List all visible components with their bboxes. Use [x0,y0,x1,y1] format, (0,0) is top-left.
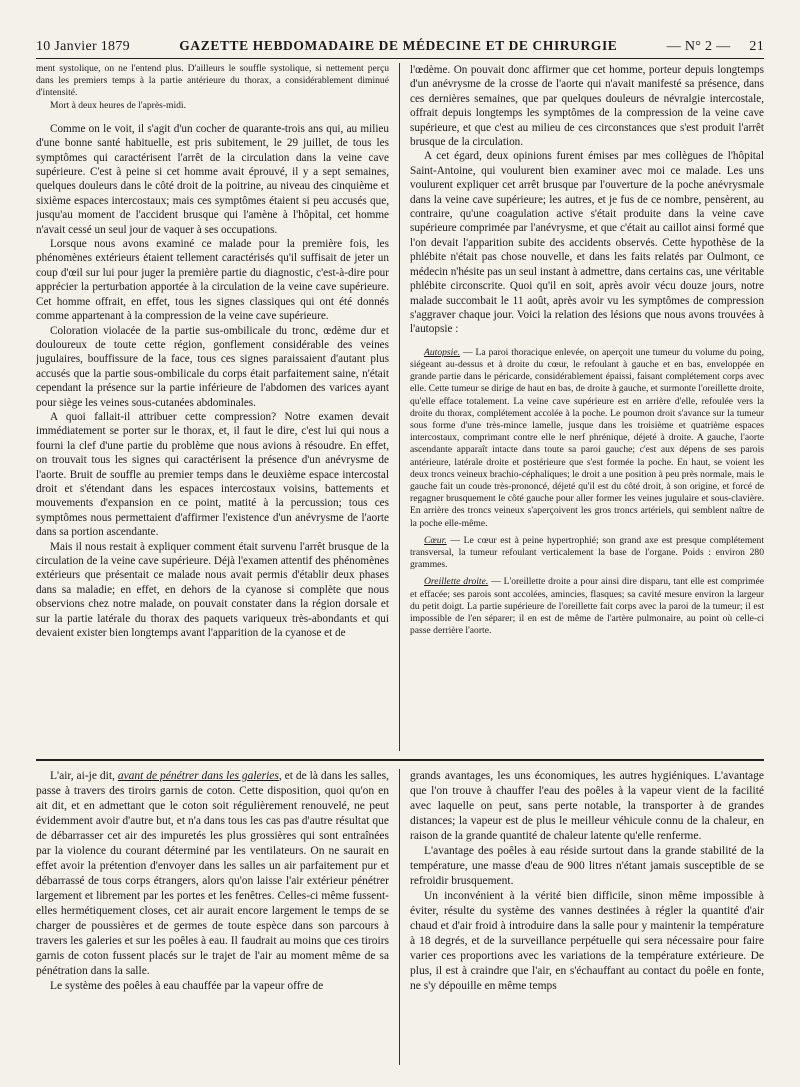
paragraph: L'avantage des poêles à eau réside surtout dans la grande stabilité de la température, une masse d'eau de 900 litres n'étant jamais susceptible de se refroidir brusquement. [410,845,764,887]
heart-lead: Cœur. [424,534,447,546]
atrium-paragraph [410,576,764,637]
paragraph: A cet égard, deux opinions furent émises par mes collègues de l'hôpital Saint-Antoine, qui voulurent bien examiner avec moi ce malade. Les uns voulurent expliquer cet arrêt brusque par l'ouverture de la poche anévrysmale dans la veine cave supérieure; les autres, et je fus de ce nombre, pensèrent, au contraire, qu'une coagulation active s'était produite dans la veine cave supérieure comprimée par l'anévrysme, et que c'était au caillot ainsi formé que l'on devait l'apparition subite des accidents observés. Cette hypothèse de la phlébite n'était pas chose nouvelle, et dans les faits relatés par Oulmont, ce médecin n'hésite pas un seul instant à admettre, dans certains cas, une véritable phlébite circonscrite. Quoi qu'il en soit, après avoir vécu douze jours, notre malade succombait le 11 août, après avoir vu les symptômes de compression s'aggraver chaque jour. Voici la relation des lésions que nous avons trouvées à l'autopsie : [410,150,764,336]
paragraph: l'œdème. On pouvait donc affirmer que cet homme, porteur depuis longtemps d'un anévrysme de la crosse de l'aorte qui n'avait manifesté sa présence, dans ces dernières semaines, que par quelques douleurs de névralgie intercostale, offrait depuis longtemps les symptômes de la compression de la veine cave supérieure, et que c'est au milieu de ces circonstances que s'est produit l'arrêt brusque de la circulation. [410,64,764,149]
header-issue-page [667,39,764,55]
intro-italic: avant de pénétrer dans les galeries [117,770,279,782]
paragraph: Lorsque nous avons examiné ce malade pour la première fois, les phénomènes extérieurs étaient tellement caractérisés qu'il suffisait de jeter un coup d'œil sur lui pour juger la première partie du diagnostic, c'est-à-dire pour apprécier la perturbation apportée à la circulation de la veine cave supérieure. Cet homme offrait, en effet, tous les signes classiques qui ont été donnés comme appartenant à la compression de la veine cave supérieure. [36,238,389,323]
page-header [36,38,764,59]
atrium-text: — L'oreillette droite a pour ainsi dire disparu, tant elle est comprimée et effacée; ses parois sont accolées, amincies, flasques; sa cavité mesure environ la largeur du petit doigt. La partie supérieure de l'oreillette fait corps avec la paroi de la tumeur; il est impossible de l'en séparer; il en est de même de l'artère pulmonaire, au point où celle-ci passe derrière l'aorte. [410,576,764,637]
intro-rest: , et de là dans les salles, passe à travers des tiroirs garnis de coton. Cette disposition, quoi qu'on en ait dit, et en admettant que le coton soit régulièrement renouvelé, ne peut évidemment avoir d'autre but, et n'a dans tous les cas pas d'autre résultat que de débarrasser cet air des impuretés les plus grossières qui sont entraînées par la violence du courant déterminé par les ventilateurs. On ne saurait en effet avoir la prétention d'envoyer dans les salles un air parfaitement pur et débarrassé de tous corps étrangers, alors qu'on laisse l'air extérieur pénétrer largement et librement par les portes et les fenêtres. Celles-ci même fussent-elles hermétiquement closes, cet air aurait encore largement le temps de se charger de poussières et de germes de toute espèce dans son parcours à travers les galeries et sur les poêles à eau. Il faudrait au moins que ces tiroirs garnis de coton fussent placés sur le trajet de l'air au moment même de sa pénétration dans la salle. [36,770,389,977]
paragraph: Le système des poêles à eau chauffée par la vapeur offre de [50,980,324,992]
header-title: GAZETTE HEBDOMADAIRE DE MÉDECINE ET DE CHIRURGIE [179,38,618,53]
paragraph: Mort à deux heures de l'après-midi. [50,99,186,111]
paragraph: A quoi fallait-il attribuer cette compression? Notre examen devait immédiatement se porter sur le thorax, et, il faut le dire, c'est lui qui nous a fourni la clef d'une partie du problème que nous avions à résoudre. En effet, on trouvait tous les signes qui caractérisent la présence d'un anévrysme de l'aorte. Bruit de souffle au premier temps dans le deuxième espace intercostal droit et s'étendant dans les espaces intercostaux voisins, battements et mouvements d'expansion en ce point, matité à la percussion; tous ces symptômes nous permettaient d'affirmer l'existence d'un anévrysme de l'aorte dans sa portion ascendante. [36,410,389,539]
lower-right-column [400,769,764,1065]
lower-left-column [36,769,400,1065]
autopsy-lead: Autopsie. [424,346,460,358]
heart-paragraph [410,535,764,572]
intro-text: L'air, ai-je dit, [50,770,118,782]
paragraph: Un inconvénient à la vérité bien difficile, sinon même impossible à éviter, résulte du système des vannes destinées à régler la quantité d'air chaud et d'air froid à introduire dans la salle pour y maintenir la température à 18 degrés, et de la surveillance perpétuelle qui sera nécessaire pour faire varier ces proportions avec les variations de la température extérieure. De plus, il est à craindre que l'air, en s'échauffant au contact du poêle en fonte, ne s'y dépouille en même temps [410,890,764,992]
paragraph: Mais il nous restait à expliquer comment était survenu l'arrêt brusque de la circulation de la veine cave supérieure. Déjà l'examen attentif des phénomènes extérieurs que présentait ce malade nous avait permis d'établir deux phases dans sa maladie; en effet, en dehors de la cyanose si complète que nous observions chez notre malade, on pouvait constater dans la région dorsale et sur la partie latérale du thorax des paquets variqueux très-abondants et qui devaient exister bien longtemps avant l'apparition de la cyanose et de [36,540,389,640]
upper-right-column [400,63,764,751]
header-date: 10 Janvier 1879 [36,39,130,54]
autopsy-paragraph [410,347,764,530]
paragraph: Coloration violacée de la partie sus-ombilicale du tronc, œdème dur et douloureux de toute cette région, gonflement considérable des veines jugulaires, bouffissure de la face, tous ces signes paraissaient d'autant plus accusés que la partie sous-ombilicale du corps était parfaitement saine, n'était cependant la présence sur la partie inférieure de l'abdomen des varices ayant pour siège les veines sous-cutanées abdominales. [36,324,389,409]
header-issue: — N° 2 — [666,39,731,54]
paragraph [36,769,389,979]
header-page-number: 21 [749,39,764,54]
upper-left-column [36,63,400,751]
paragraph: grands avantages, les uns économiques, les autres hygiéniques. L'avantage que l'on trouve à chauffer l'eau des poêles à la vapeur vient de la facilité avec laquelle on peut, sans perte notable, la transporter à de grandes distances; la vapeur est de plus le meilleur véhicule connu de la chaleur, en raison de la grande quantité de chaleur latente qu'elle renferme. [410,770,764,842]
upper-section [36,63,764,751]
lower-section [36,769,764,1065]
paragraph: ment systolique, on ne l'entend plus. D'ailleurs le souffle systolique, si nettement perçu dans les premiers temps à la partie antérieure du thorax, a considérablement diminué d'intensité. [36,63,389,99]
autopsy-text: — La paroi thoracique enlevée, on aperçoit une tumeur du volume du poing, siégeant au-dessus et à droite du cœur, le refoulant à gauche et en bas, enveloppée en grande partie dans le péricarde, considérablement épaissi, faisant complétement corps avec elle. Cette tumeur se dirige de haut en bas, de droite à gauche, et surmonte l'oreillette droite, qu'elle efface totalement. La veine cave supérieure est en arrière d'elle, refoulée vers la droite du thorax, complétement accolée à la poche. Le poumon droit s'avance sur la tumeur sous forme d'une très-mince lamelle, jusque dans les troisième et quatrième espaces intercostaux, comprimant contre elle le nerf phrénique, déjeté à droite. A gauche, l'aorte ascendante apparaît intacte dans toute sa paroi gauche; c'est aux dépens de ses parois antérieure, latérale droite et postérieure que s'est formée la poche. En haut, se voient les deux troncs veineux brachio-céphaliques; le droit a une position à peu près normale, mais le gauche fait un coude très-prononcé, déjeté qu'il est du côté droit, à son origine, et forcé de regagner brusquement le côté gauche pour aller former les veines jugulaire et sous-clavière. En arrière des troncs veineux s'aperçoivent les gros troncs artériels, qui semblent naître de la poche elle-même. [410,346,764,529]
heart-text: — Le cœur est à peine hypertrophié; son grand axe est presque complétement transversal, la tumeur refoulant verticalement la base de l'organe. Poids : environ 280 grammes. [410,534,764,571]
atrium-lead: Oreillette droite. [424,576,489,588]
section-divider [36,759,764,761]
paragraph: Comme on le voit, il s'agit d'un cocher de quarante-trois ans qui, au milieu d'une bonne santé habituelle, est pris subitement, le 29 juillet, de tous les symptômes qui caractérisent l'arrêt de la circulation dans la veine cave supérieure. C'est à peine si cet homme avait éprouvé, il y a sept semaines, quelques douleurs dans le côté droit de la poitrine, au niveau des cinquième et sixième espaces intercostaux; mais ces symptômes étaient si peu accusés que, jusqu'au moment de l'accident brusque qui l'amène à l'hôpital, cet homme n'avait cessé un seul jour de vaquer à ses occupations. [36,122,389,236]
